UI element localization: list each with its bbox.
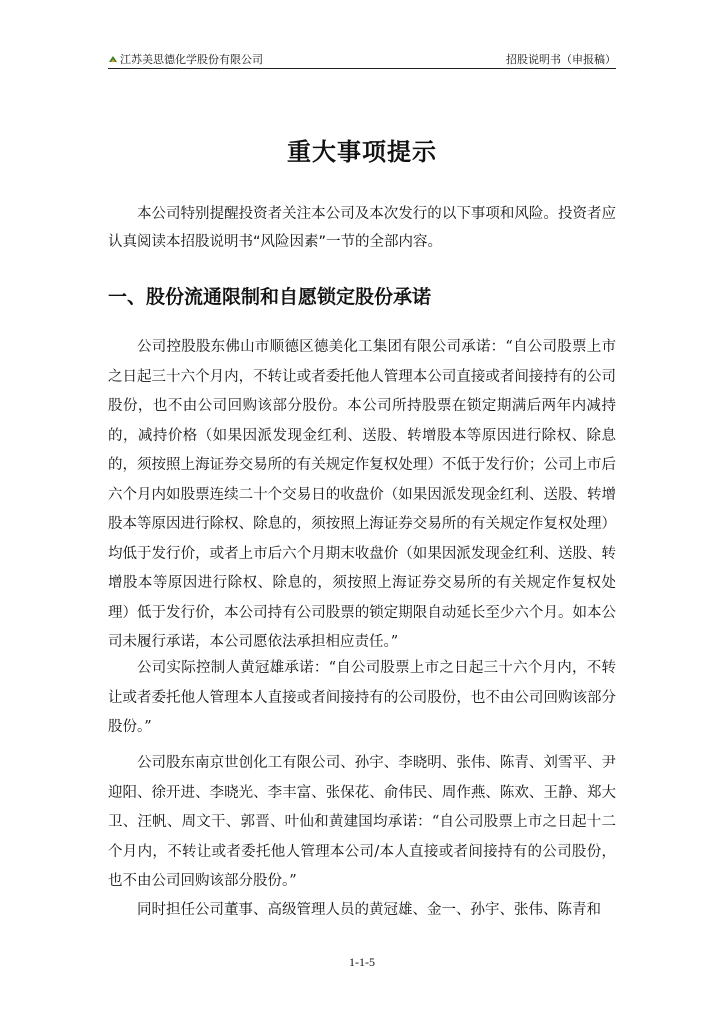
page-number: 1-1-5 — [349, 955, 375, 969]
header-doc-type: 招股说明书（申报稿） — [506, 53, 616, 66]
page-header — [108, 46, 616, 69]
intro-paragraph: 本公司特别提醒投资者关注本公司及本次发行的以下事项和风险。投资者应认真阅读本招股说明书“风险因素”一节的全部内容。 — [108, 206, 616, 250]
section-heading: 一、股份流通限制和自愿锁定股份承诺 — [108, 286, 432, 308]
company-logo-icon — [108, 55, 118, 63]
body-paragraph-2: 公司实际控制人黄冠雄承诺：“自公司股票上市之日起三十六个月内，不转让或者委托他人管理本人直接或者间接持有的公司股份，也不由公司回购该部分股份。” — [108, 660, 616, 735]
body-paragraph-3: 公司股东南京世创化工有限公司、孙宇、李晓明、张伟、陈青、刘雪平、尹迎阳、徐开进、李晓光、李丰富、张保花、俞伟民、周作燕、陈欢、王静、郑大卫、汪帆、周文干、郭晋、叶仙和黄建国均承诺：“自公司股票上市之日起十二个月内，不转让或者委托他人管理本公司/本人直接或者间接持有的公司股份，也不由公司回购该部分股份。” — [108, 755, 616, 889]
page-title: 重大事项提示 — [287, 138, 437, 166]
header-left — [108, 51, 263, 67]
body-paragraph-4: 同时担任公司董事、高级管理人员的黄冠雄、金一、孙宇、张伟、陈青和 — [137, 902, 601, 918]
body-paragraph-1: 公司控股股东佛山市顺德区德美化工集团有限公司承诺：“自公司股票上市之日起三十六个月内，不转让或者委托他人管理本公司直接或者间接持有的公司股份，也不由公司回购该部分股份。本公司所持股票在锁定期满后两年内减持的，减持价格（如果因派发现金红利、送股、转增股本等原因进行除权、除息的，须按照上海证券交易所的有关规定作复权处理）不低于发行价；公司上市后六个月内如股票连续二十个交易日的收盘价（如果因派发现金红利、送股、转增股本等原因进行除权、除息的，须按照上海证券交易所的有关规定作复权处理）均低于发行价，或者上市后六个月期末收盘价（如果因派发现金红利、送股、转增股本等原因进行除权、除息的，须按照上海证券交易所的有关规定作复权处理）低于发行价，本公司持有公司股票的锁定期限自动延长至少六个月。如本公司未履行承诺，本公司愿依法承担相应责任。” — [108, 339, 616, 650]
header-company-name: 江苏美思德化学股份有限公司 — [120, 53, 263, 66]
